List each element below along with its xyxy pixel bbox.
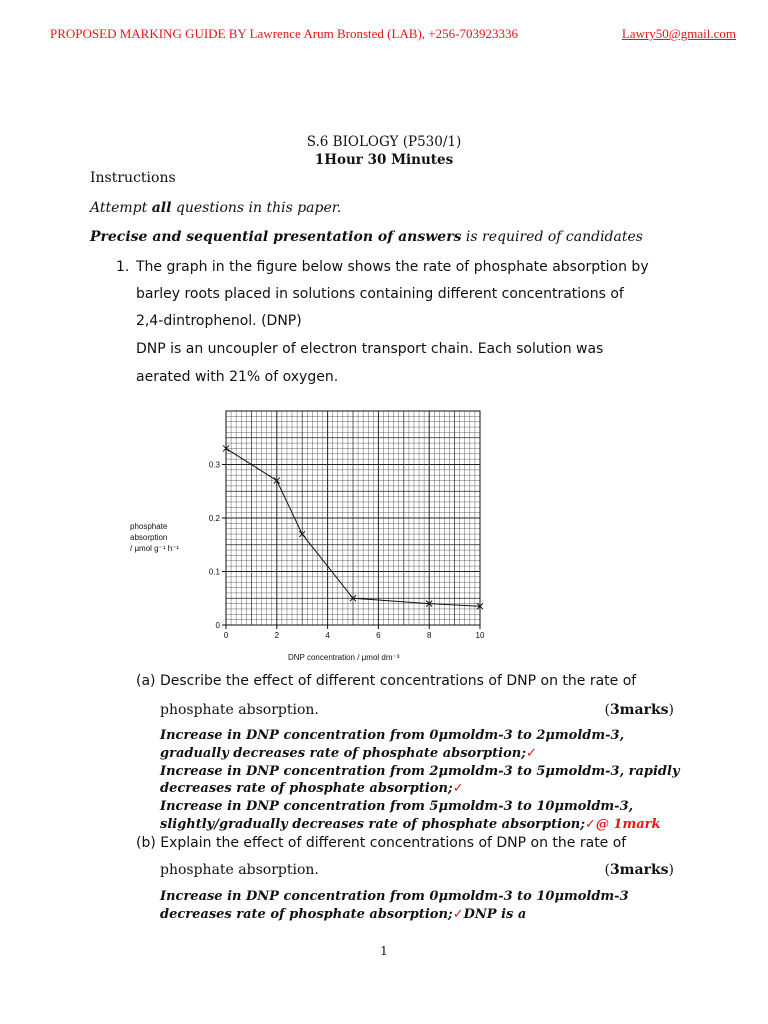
answer-line	[160, 799, 633, 814]
part-b-marks	[604, 862, 674, 878]
question-number: 1.	[116, 259, 130, 275]
question-text-line: The graph in the figure below shows the rate of phosphate absorption by	[136, 259, 649, 275]
x-axis-label: DNP concentration / μmol dm⁻³	[288, 653, 400, 662]
text: questions in this paper.	[171, 200, 342, 216]
question-text-line: aerated with 21% of oxygen.	[136, 369, 339, 385]
header-email-link[interactable]: Lawry50@gmail.com	[621, 26, 736, 41]
header-author: PROPOSED MARKING GUIDE BY Lawrence Arum Bronsted (LAB), +256-703923336	[50, 26, 518, 41]
text: Attempt	[90, 200, 152, 216]
answer-line	[160, 746, 537, 761]
page-number: 1	[380, 944, 388, 958]
text: is required of candidates	[461, 229, 643, 245]
y-axis-label-line-1: phosphate	[130, 522, 168, 531]
y-tick-label: 0	[215, 621, 220, 630]
text: DNP is a	[463, 907, 527, 922]
instruction-precise	[90, 229, 643, 245]
answer-line	[160, 781, 464, 796]
text: decreases rate of phosphate absorption;	[160, 781, 453, 796]
text: (3marks)	[604, 862, 674, 878]
answer-line	[160, 728, 624, 743]
part-a-marks	[604, 702, 674, 718]
mark-note: @ 1mark	[595, 817, 661, 832]
instructions-heading: Instructions	[90, 170, 176, 186]
text: (3marks)	[604, 702, 674, 718]
text: gradually decreases rate of phosphate absorption;	[160, 746, 527, 761]
y-tick-label: 0.3	[208, 460, 220, 470]
phosphate-absorption-graph	[130, 405, 500, 665]
x-tick-label: 8	[426, 631, 432, 640]
x-tick-label: 10	[475, 631, 485, 640]
tick-icon: ✓	[452, 781, 464, 796]
y-axis-label-line-2: absorption	[130, 533, 168, 542]
answer-line	[160, 817, 661, 832]
answer-line	[160, 907, 526, 922]
x-tick-label: 4	[325, 631, 330, 640]
question-text-line: barley roots placed in solutions containing different concentrations of	[136, 286, 624, 302]
text-bold: all	[151, 200, 172, 216]
question-text-line: 2,4-dintrophenol. (DNP)	[136, 313, 302, 329]
text-bold: Precise and sequential presentation of answers	[90, 229, 462, 245]
text: Increase in DNP concentration from 2μmoldm-3 to 5μmoldm-3, rapidly	[160, 764, 680, 779]
tick-icon: ✓	[585, 817, 596, 832]
y-tick-label: 0.1	[208, 567, 220, 577]
part-b-question: phosphate absorption.	[160, 862, 319, 878]
text: Increase in DNP concentration from 0μmoldm-3 to 10μmoldm-3	[160, 889, 629, 904]
x-tick-label: 2	[274, 631, 280, 640]
tick-icon: ✓	[452, 907, 464, 922]
text: Increase in DNP concentration from 5μmoldm-3 to 10μmoldm-3,	[160, 799, 634, 814]
part-b-question: (b) Explain the effect of different concentrations of DNP on the rate of	[136, 835, 627, 851]
text: Increase in DNP concentration from 0μmoldm-3 to 2μmoldm-3,	[160, 728, 625, 743]
instruction-attempt	[90, 200, 341, 216]
page-header	[50, 26, 736, 46]
text: decreases rate of phosphate absorption;	[160, 907, 453, 922]
tick-icon: ✓	[526, 746, 537, 761]
answer-line	[160, 764, 680, 779]
part-a-question: (a) Describe the effect of different concentrations of DNP on the rate of	[136, 673, 637, 689]
part-a-question: phosphate absorption.	[160, 702, 319, 718]
answer-line	[160, 889, 629, 904]
x-tick-label: 0	[223, 631, 229, 640]
text: slightly/gradually decreases rate of phosphate absorption;	[160, 817, 585, 832]
paper-title: S.6 BIOLOGY (P530/1)	[306, 134, 462, 150]
y-tick-label: 0.2	[208, 514, 220, 523]
graph-grid	[226, 411, 480, 625]
y-axis-label-line-3: / μmol g⁻¹ h⁻¹	[130, 544, 180, 553]
paper-duration: 1Hour 30 Minutes	[314, 152, 454, 168]
question-text-line: DNP is an uncoupler of electron transport chain. Each solution was	[136, 341, 604, 357]
x-tick-label: 6	[376, 631, 381, 640]
